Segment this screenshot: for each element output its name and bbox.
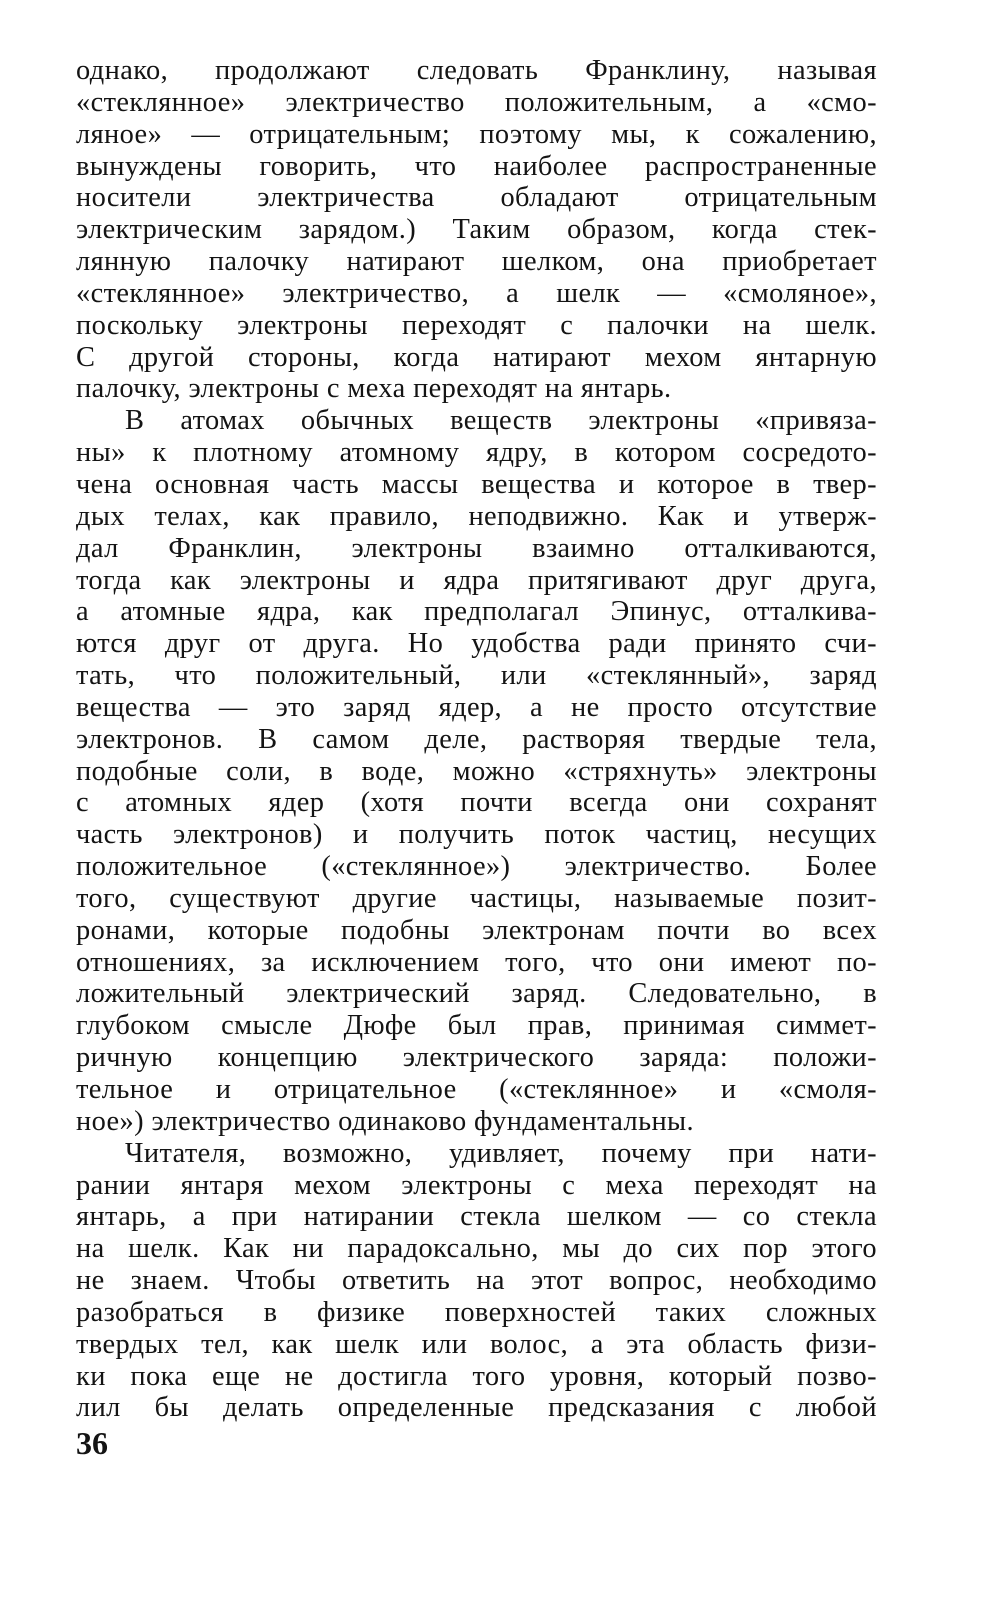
text-line: с атомных ядер (хотя почти всегда они сохранят [76, 787, 877, 819]
text-line: «стеклянное» электричество положительным, а «смо- [76, 86, 877, 118]
text-line: носители электричества обладают отрицательным [76, 182, 877, 214]
text-line: поскольку электроны переходят с палочки на шелк. [76, 309, 877, 341]
text-line: положительное («стеклянное») электричество. Более [76, 851, 877, 883]
text-line: чена основная часть массы вещества и которое в твер- [76, 468, 877, 500]
text-line: вынуждены говорить, что наиболее распространенные [76, 150, 877, 182]
text-line: ложительный электрический заряд. Следовательно, в [76, 978, 877, 1010]
text-line: ляное» — отрицательным; поэтому мы, к сожалению, [76, 118, 877, 150]
text-line: лянную палочку натирают шелком, она приобретает [76, 246, 877, 278]
text-line: на шелк. Как ни парадоксально, мы до сих пор этого [76, 1233, 877, 1265]
text-line: глубоком смысле Дюфе был прав, принимая симмет- [76, 1010, 877, 1042]
text-line: разобраться в физике поверхностей таких сложных [76, 1296, 877, 1328]
text-line: лил бы делать определенные предсказания с любой [76, 1392, 877, 1424]
text-line: отношениях, за исключением того, что они имеют по- [76, 946, 877, 978]
text-line: подобные соли, в воде, можно «стряхнуть» электроны [76, 755, 877, 787]
text-line: ное») электричество одинаково фундаментальны. [76, 1105, 695, 1137]
text-line: дал Франклин, электроны взаимно отталкиваются, [76, 532, 877, 564]
text-line: ны» к плотному атомному ядру, в котором сосредото- [76, 437, 877, 469]
page-body [76, 55, 877, 1424]
text-line: вещества — это заряд ядер, а не просто отсутствие [76, 691, 877, 723]
text-line: янтарь, а при натирании стекла шелком — со стекла [76, 1201, 877, 1233]
text-line: тать, что положительный, или «стеклянный», заряд [76, 660, 877, 692]
text-line: тельное и отрицательное («стеклянное» и «смоля- [76, 1074, 877, 1105]
text-line: электрическим зарядом.) Таким образом, когда стек- [76, 214, 877, 246]
text-line: С другой стороны, когда натирают мехом янтарную [76, 341, 877, 373]
text-line: твердых тел, как шелк или волос, а эта область физи- [76, 1328, 877, 1360]
text-line: часть электронов) и получить поток частиц, несущих [76, 819, 877, 851]
text-line: палочку, электроны с меха переходят на янтарь. [76, 373, 672, 405]
text-line: рании янтаря мехом электроны с меха переходят на [76, 1169, 877, 1201]
page-number: 36 [76, 1425, 108, 1461]
text-line: а атомные ядра, как предполагал Эпинус, отталкива- [76, 596, 877, 628]
text-line: ричную концепцию электрического заряда: положи- [76, 1042, 877, 1074]
text-line: тогда как электроны и ядра притягивают друг друга, [76, 564, 877, 596]
text-line: ются друг от друга. Но удобства ради принято счи- [76, 628, 877, 660]
text-line: Читателя, возможно, удивляет, почему при нати- [125, 1137, 877, 1169]
text-line: В атомах обычных веществ электроны «привяза- [125, 405, 877, 437]
text-line: однако, продолжают следовать Франклину, называя [76, 55, 877, 86]
text-line: «стеклянное» электричество, а шелк — «смоляное», [76, 277, 877, 309]
text-line: дых телах, как правило, неподвижно. Как и утверж- [76, 500, 877, 532]
text-line: того, существуют другие частицы, называемые позит- [76, 882, 877, 914]
text-line: электронов. В самом деле, растворяя твердые тела, [76, 723, 877, 755]
text-line: не знаем. Чтобы ответить на этот вопрос, необходимо [76, 1265, 877, 1297]
text-line: ронами, которые подобны электронам почти во всех [76, 914, 877, 946]
text-line: ки пока еще не достигла того уровня, который позво- [76, 1360, 877, 1392]
